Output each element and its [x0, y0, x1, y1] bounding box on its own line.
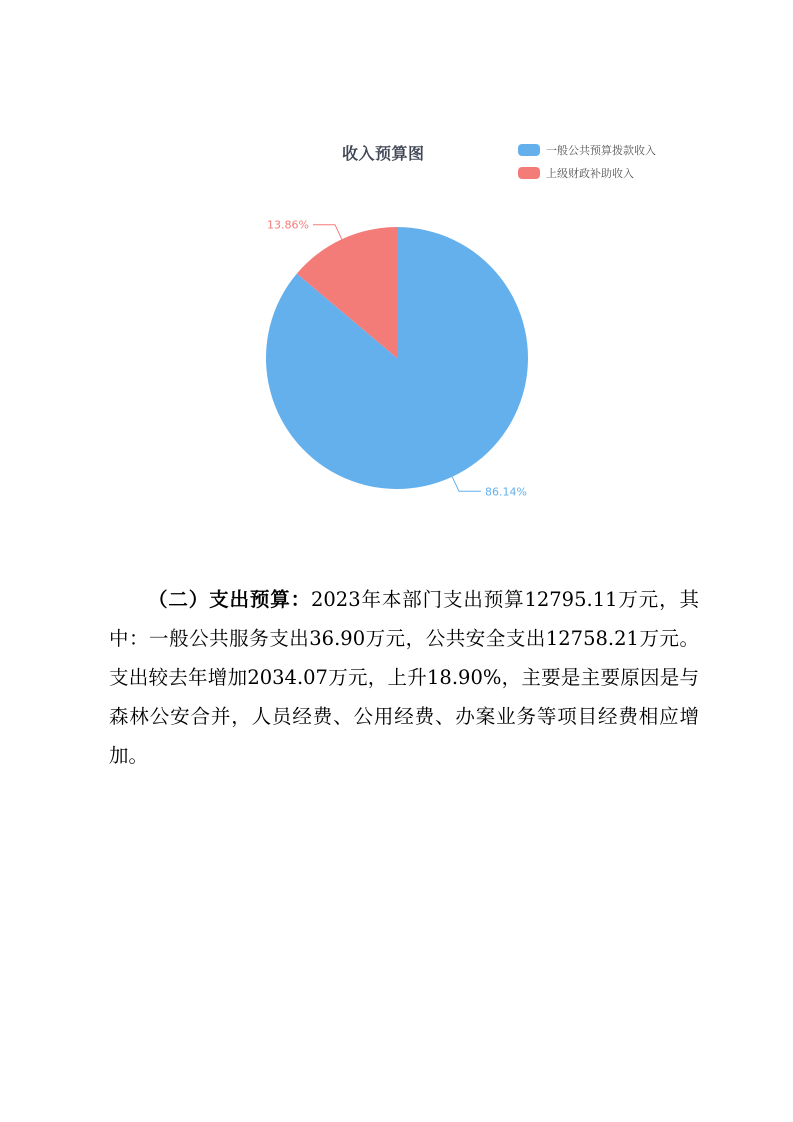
pie-chart: [0, 0, 793, 530]
pie-data-label-1: 13.86%: [267, 218, 309, 232]
pie-leader-line-0: [452, 477, 481, 492]
paragraph-heading: （二）支出预算：: [148, 588, 311, 611]
pie-leader-line-1: [313, 225, 342, 240]
expenditure-paragraph: [109, 580, 699, 775]
paragraph-body: 2023年本部门支出预算12795.11万元，其中：一般公共服务支出36.90万元，公共安全支出12758.21万元。支出较去年增加2034.07万元，上升18.90%，主要是主要原因是与森林公安合并，人员经费、公用经费、办案业务等项目经费相应增加。: [109, 588, 699, 767]
legend-label-general-budget: 一般公共预算拨款收入: [546, 144, 656, 157]
pie-data-label-0: 86.14%: [485, 485, 527, 499]
income-budget-chart: [0, 0, 793, 530]
chart-title: 收入预算图: [342, 144, 425, 163]
legend-label-superior-subsidy: 上级财政补助收入: [546, 167, 634, 180]
